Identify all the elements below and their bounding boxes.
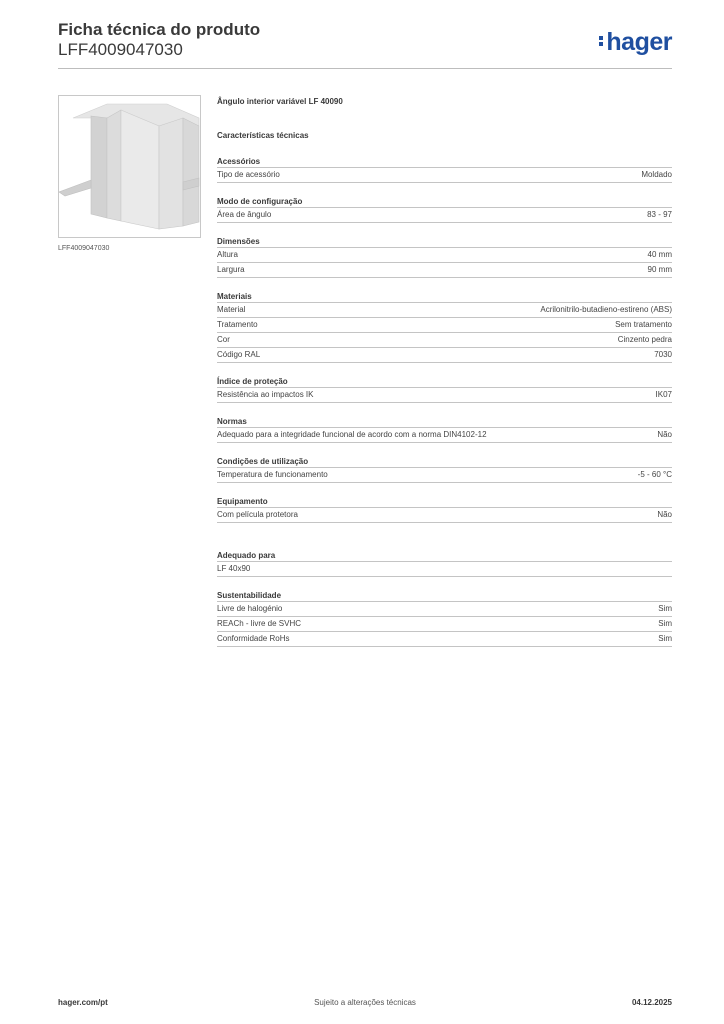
spec-label: LF 40x90 xyxy=(217,564,251,573)
spec-row xyxy=(217,348,672,363)
spec-label: Temperatura de funcionamento xyxy=(217,470,328,479)
spec-value: IK07 xyxy=(655,390,672,399)
spec-row xyxy=(217,208,672,223)
spec-row xyxy=(217,333,672,348)
product-image-illustration xyxy=(59,96,200,237)
spec-label: Resistência ao impactos IK xyxy=(217,390,314,399)
section-title: Materiais xyxy=(217,290,672,303)
spec-row xyxy=(217,468,672,483)
spec-row xyxy=(217,318,672,333)
spec-content xyxy=(217,95,672,647)
logo-text: hager xyxy=(606,28,672,56)
spec-label: Com película protetora xyxy=(217,510,298,519)
footer-notice: Sujeito a alterações técnicas xyxy=(314,998,416,1007)
product-name: Ângulo interior variável LF 40090 xyxy=(217,97,343,106)
spec-label: Tipo de acessório xyxy=(217,170,280,179)
section-title: Acessórios xyxy=(217,155,672,168)
document-header xyxy=(58,20,672,70)
section-title: Condições de utilização xyxy=(217,455,672,468)
section-title: Modo de configuração xyxy=(217,195,672,208)
section-suitable-for xyxy=(217,549,672,577)
spec-row xyxy=(217,428,672,443)
section-materials xyxy=(217,290,672,363)
spec-value: Não xyxy=(657,510,672,519)
spec-label: Área de ângulo xyxy=(217,210,272,219)
section-equipment xyxy=(217,495,672,523)
section-protection xyxy=(217,375,672,403)
spec-label: Tratamento xyxy=(217,320,258,329)
spec-row xyxy=(217,263,672,278)
spec-value: Sim xyxy=(658,634,672,643)
spec-value: 83 - 97 xyxy=(647,210,672,219)
section-title: Dimensões xyxy=(217,235,672,248)
spec-label: Largura xyxy=(217,265,245,274)
footer-website: hager.com/pt xyxy=(58,998,108,1007)
spec-value: -5 - 60 °C xyxy=(637,470,672,479)
spec-label: Cor xyxy=(217,335,230,344)
spec-label: Conformidade RoHs xyxy=(217,634,290,643)
section-sustainability xyxy=(217,589,672,647)
spec-row xyxy=(217,168,672,183)
section-dimensions xyxy=(217,235,672,278)
logo-dots-icon xyxy=(599,34,604,48)
section-standards xyxy=(217,415,672,443)
spec-value: Não xyxy=(657,430,672,439)
spec-row xyxy=(217,562,672,577)
spec-value: 90 mm xyxy=(647,265,672,274)
section-configuration xyxy=(217,195,672,223)
image-caption: LFF4009047030 xyxy=(58,245,110,252)
spec-row xyxy=(217,508,672,523)
section-title: Normas xyxy=(217,415,672,428)
spec-value: Acrilonitrilo-butadieno-estireno (ABS) xyxy=(540,305,672,314)
product-image xyxy=(58,95,201,238)
spec-label: Código RAL xyxy=(217,350,261,359)
section-title: Índice de proteção xyxy=(217,375,672,388)
spec-row xyxy=(217,617,672,632)
section-title: Adequado para xyxy=(217,549,672,562)
section-accessories xyxy=(217,155,672,183)
specs-heading: Características técnicas xyxy=(217,131,309,140)
spec-label: Material xyxy=(217,305,246,314)
spec-value: 7030 xyxy=(654,350,672,359)
spec-value: Moldado xyxy=(641,170,672,179)
section-title: Sustentabilidade xyxy=(217,589,672,602)
section-title: Equipamento xyxy=(217,495,672,508)
spec-row xyxy=(217,248,672,263)
section-usage-conditions xyxy=(217,455,672,483)
spec-row xyxy=(217,602,672,617)
footer-date: 04.12.2025 xyxy=(631,998,672,1007)
spec-value: Sim xyxy=(658,604,672,613)
spec-row xyxy=(217,388,672,403)
spec-value: 40 mm xyxy=(647,250,672,259)
spec-label: Livre de halogénio xyxy=(217,604,283,613)
spec-value: Sim xyxy=(658,619,672,628)
spec-row xyxy=(217,632,672,647)
spec-label: Altura xyxy=(217,250,238,259)
spec-row xyxy=(217,303,672,318)
header-divider xyxy=(58,68,672,69)
document-title: Ficha técnica do produto xyxy=(58,20,261,39)
spec-label: REACh - livre de SVHC xyxy=(217,619,302,628)
hager-logo xyxy=(599,28,672,56)
spec-label: Adequado para a integridade funcional de acordo com a norma DIN4102-12 xyxy=(217,430,487,439)
spec-value: Sem tratamento xyxy=(615,320,672,329)
product-code: LFF4009047030 xyxy=(58,40,183,59)
spec-value: Cinzento pedra xyxy=(617,335,672,344)
